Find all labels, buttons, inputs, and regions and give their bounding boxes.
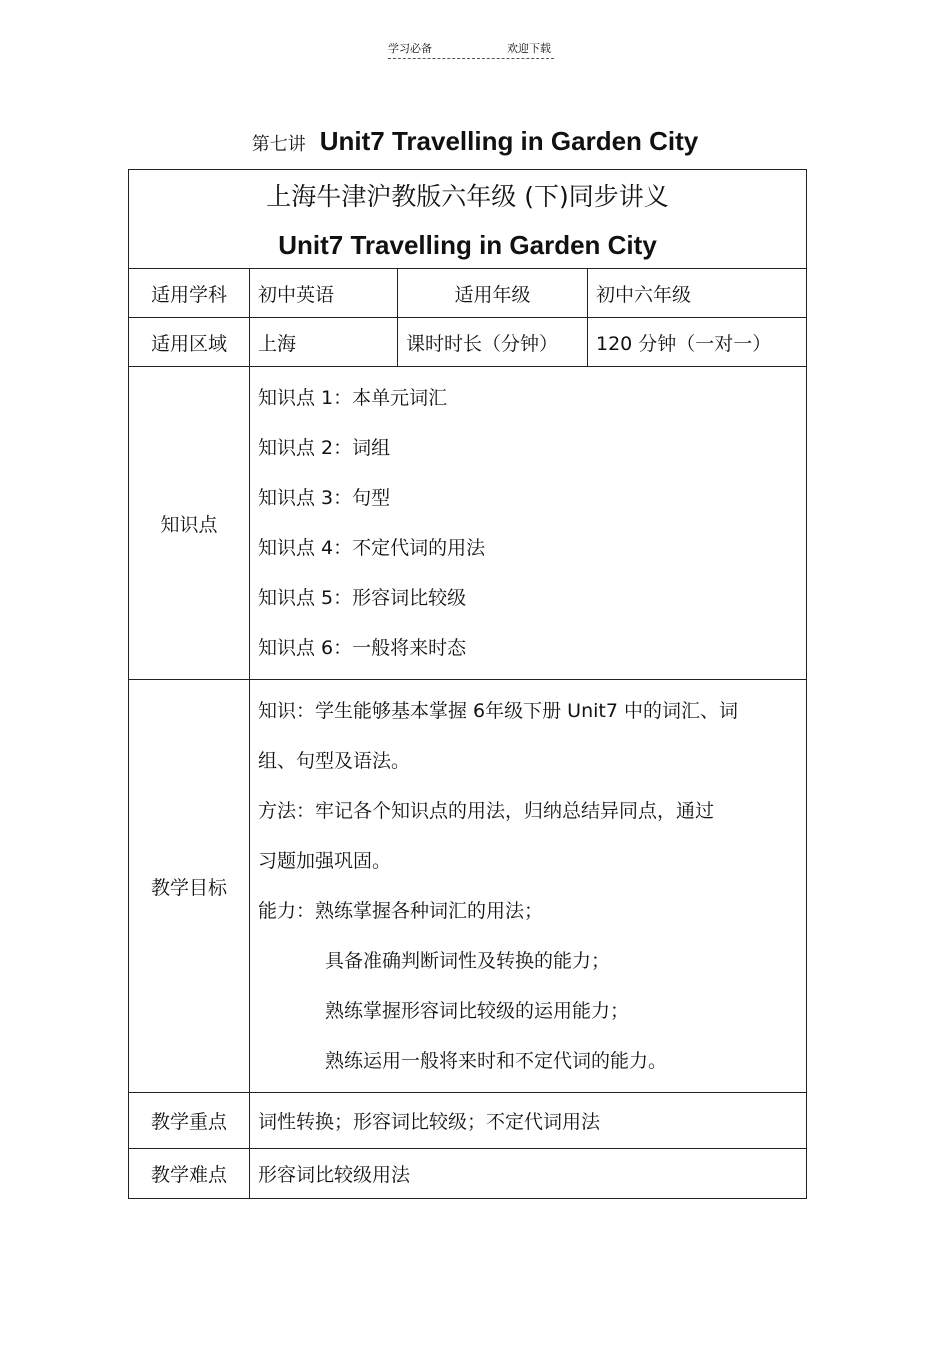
subject-label: 适用学科 — [129, 269, 250, 318]
banner-subtitle: Unit7 Travelling in Garden City — [278, 230, 657, 260]
banner-row — [129, 170, 807, 269]
knowledge-item: 知识点 6：一般将来时态 — [258, 637, 467, 659]
subject-row — [129, 269, 807, 318]
objective-line: 具备准确判断词性及转换的能力； — [325, 950, 611, 972]
knowledge-item: 知识点 3：句型 — [258, 487, 391, 509]
grade-label: 适用年级 — [398, 269, 588, 318]
objective-line: 方法：牢记各个知识点的用法，归纳总结异同点，通过 — [258, 800, 715, 822]
objective-line: 知识：学生能够基本掌握 6年级下册 Unit7 中的词汇、词 — [258, 700, 738, 722]
objective-line: 熟练运用一般将来时和不定代词的能力。 — [325, 1050, 668, 1072]
region-row — [129, 318, 807, 367]
focus-value: 词性转换；形容词比较级；不定代词用法 — [250, 1093, 807, 1149]
knowledge-item: 知识点 5：形容词比较级 — [258, 587, 467, 609]
objective-line: 熟练掌握形容词比较级的运用能力； — [325, 1000, 630, 1022]
unit-title: Unit7 Travelling in Garden City — [319, 126, 699, 156]
objectives-label: 教学目标 — [129, 680, 250, 1093]
lesson-info-table — [128, 169, 807, 1199]
page-header — [388, 40, 554, 59]
lecture-number: 第七讲 — [251, 134, 306, 155]
grade-value: 初中六年级 — [588, 269, 807, 318]
knowledge-item: 知识点 4：不定代词的用法 — [258, 537, 486, 559]
duration-label: 课时时长（分钟） — [398, 318, 588, 367]
focus-row — [129, 1093, 807, 1149]
knowledge-list — [250, 367, 807, 680]
knowledge-row — [129, 367, 807, 680]
banner-title: 上海牛津沪教版六年级 (下)同步讲义 — [266, 182, 669, 211]
subject-value: 初中英语 — [250, 269, 398, 318]
difficulty-label: 教学难点 — [129, 1149, 250, 1199]
focus-label: 教学重点 — [129, 1093, 250, 1149]
knowledge-label: 知识点 — [129, 367, 250, 680]
objective-line: 组、句型及语法。 — [258, 750, 411, 772]
knowledge-item: 知识点 1：本单元词汇 — [258, 387, 448, 409]
region-label: 适用区域 — [129, 318, 250, 367]
objectives-row — [129, 680, 807, 1093]
banner-cell — [129, 170, 807, 269]
header-left-text: 学习必备 — [388, 42, 432, 55]
region-value: 上海 — [250, 318, 398, 367]
difficulty-value: 形容词比较级用法 — [250, 1149, 807, 1199]
document-title — [0, 126, 950, 157]
knowledge-item: 知识点 2：词组 — [258, 437, 391, 459]
duration-value: 120 分钟（一对一） — [588, 318, 807, 367]
objective-line: 习题加强巩固。 — [258, 850, 392, 872]
objectives-list — [250, 680, 807, 1093]
header-right-text: 欢迎下载 — [507, 42, 551, 55]
difficulty-row — [129, 1149, 807, 1199]
objective-line: 能力：熟练掌握各种词汇的用法； — [258, 900, 544, 922]
